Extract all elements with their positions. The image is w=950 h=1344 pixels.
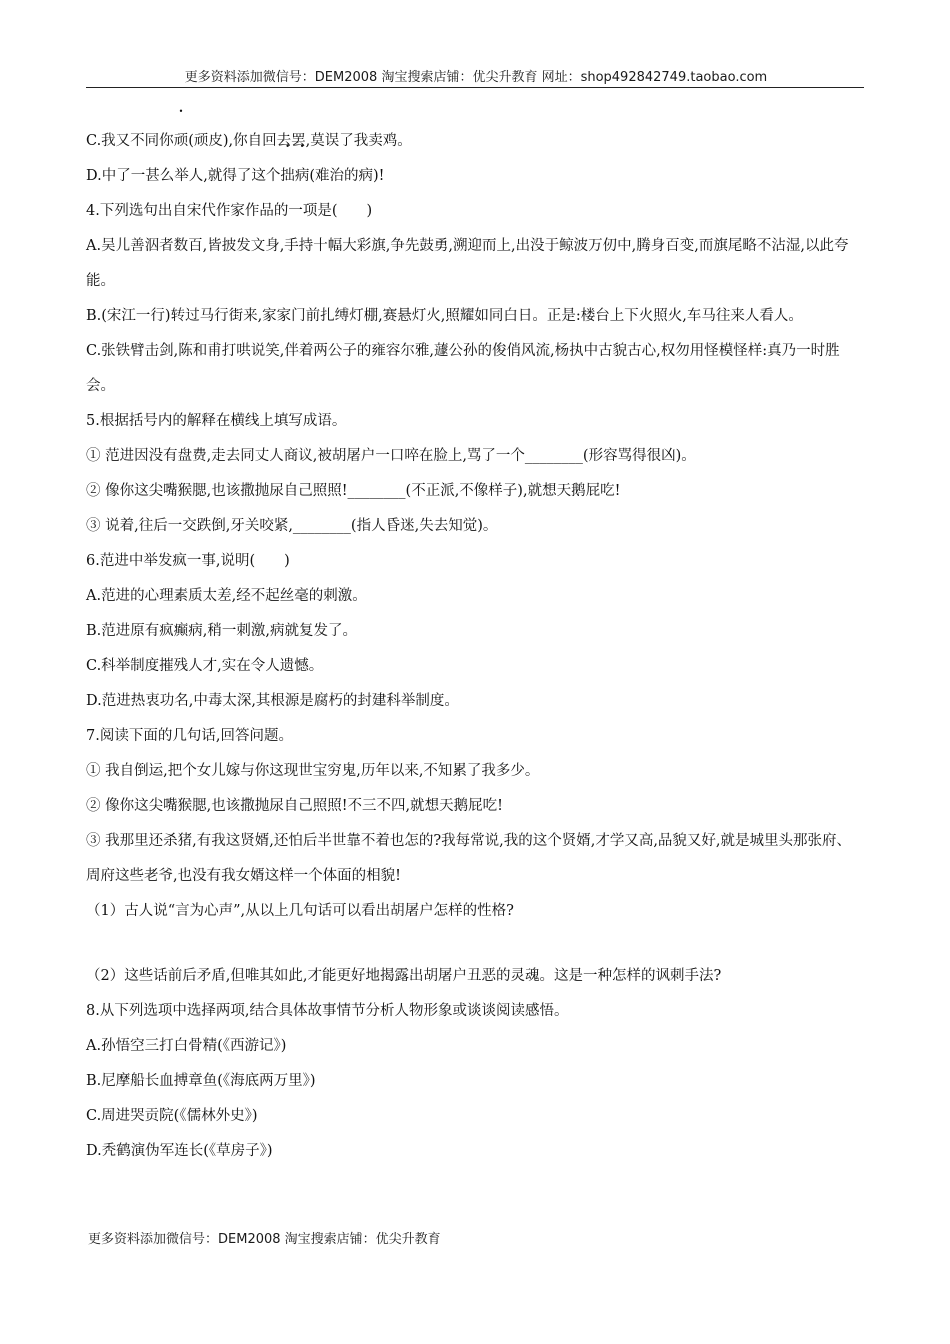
q7-sentence-3: ③ 我那里还杀猪,有我这贤婿,还怕后半世靠不着也怎的?我每常说,我的这个贤婿,才学又高,品貌又好,就是城里头那张府、周府这些老爷,也没有我女婿这样一个体面的相貌! <box>86 833 852 884</box>
q6-option-c: C.科举制度摧残人才,实在令人遗憾。 <box>86 658 324 674</box>
emphasis-dot-char: 顽 <box>173 133 189 149</box>
header-divider <box>86 87 864 88</box>
q8-option-d: D.秃鹤演伪军连长(《草房子》) <box>86 1143 273 1159</box>
q8-option-b: B.尼摩船长血搏章鱼(《海底两万里》) <box>86 1073 316 1089</box>
q6-option-a: A.范进的心理素质太差,经不起丝毫的刺激。 <box>86 588 367 604</box>
q7-subquestion-1: （1）古人说“言为心声”,从以上几句话可以看出胡屠户怎样的性格? <box>86 903 514 919</box>
page-footer: 更多资料添加微信号：DEM2008 淘宝搜索店铺：优尖升教育 <box>88 1232 441 1247</box>
emphasis-dot-char: 病 <box>294 168 310 184</box>
emphasis-dot-char: 拙 <box>280 168 295 184</box>
answer-space <box>86 929 864 959</box>
q6-stem: 6.范进中举发疯一事,说明( ) <box>86 553 290 569</box>
q7-sentence-1: ① 我自倒运,把个女儿嫁与你这现世宝穷鬼,历年以来,不知累了我多少。 <box>86 763 540 779</box>
q7-subquestion-2: （2）这些话前后矛盾,但唯其如此,才能更好地揭露出胡屠户丑恶的灵魂。这是一种怎样的讽刺手法? <box>86 968 722 984</box>
q4-option-b: B.(宋江一行)转过马行街来,家家门前扎缚灯棚,赛悬灯火,照耀如同白日。正是:楼台上下火照火,车马往来人看人。 <box>86 308 803 324</box>
q4-stem: 4.下列选句出自宋代作家作品的一项是( ) <box>86 203 373 219</box>
q5-item-2: ② 像你这尖嘴猴腮,也该撒抛尿自己照照!________(不正派,不像样子),就想天鹅屁吃! <box>86 483 621 499</box>
q8-option-a: A.孙悟空三打白骨精(《西游记》) <box>86 1038 287 1054</box>
q3-option-d-gloss: (难治的病)! <box>309 168 385 184</box>
q6-option-b: B.范进原有疯癫病,稍一刺激,病就复发了。 <box>86 623 357 639</box>
q3-option-c-gloss: (顽皮),你自回去罢,莫误了我卖鸡。 <box>188 133 412 149</box>
q3-option-d <box>86 159 864 194</box>
q3-option-d-text: D.中了一甚么举人,就得了这个 <box>86 168 281 184</box>
q4-option-a: A.吴儿善泅者数百,皆披发文身,手持十幅大彩旗,争先鼓勇,溯迎而上,出没于鲸波万仞中,腾身百变,而旗尾略不沾湿,以此夸能。 <box>86 238 849 289</box>
q4-option-c: C.张铁臂击剑,陈和甫打哄说笑,伴着两公子的雍容尔雅,蘧公孙的俊俏风流,杨执中古貌古心,权勿用怪模怪样:真乃一时胜会。 <box>86 343 840 394</box>
q8-option-c: C.周进哭贡院(《儒林外史》) <box>86 1108 258 1124</box>
q6-option-d: D.范进热衷功名,中毒太深,其根源是腐朽的封建科举制度。 <box>86 693 459 709</box>
q5-item-3: ③ 说着,往后一交跌倒,牙关咬紧,________(指人昏迷,失去知觉)。 <box>86 518 498 534</box>
q7-sentence-2: ② 像你这尖嘴猴腮,也该撒抛尿自己照照!不三不四,就想天鹅屁吃! <box>86 798 503 814</box>
q5-stem: 5.根据括号内的解释在横线上填写成语。 <box>86 413 347 429</box>
q7-stem: 7.阅读下面的几句话,回答问题。 <box>86 728 293 744</box>
page-header: 更多资料添加微信号：DEM2008 淘宝搜索店铺：优尖升教育 网址：shop492842749.taobao.com <box>184 70 768 85</box>
q3-option-c <box>86 124 864 159</box>
q5-item-1: ① 范进因没有盘费,走去同丈人商议,被胡屠户一口啐在脸上,骂了一个________(形容骂得很凶)。 <box>86 448 696 464</box>
document-body <box>86 124 864 1169</box>
q3-option-c-text: C.我又不同你 <box>86 133 174 149</box>
q8-stem: 8.从下列选项中选择两项,结合具体故事情节分析人物形象或谈谈阅读感悟。 <box>86 1003 569 1019</box>
